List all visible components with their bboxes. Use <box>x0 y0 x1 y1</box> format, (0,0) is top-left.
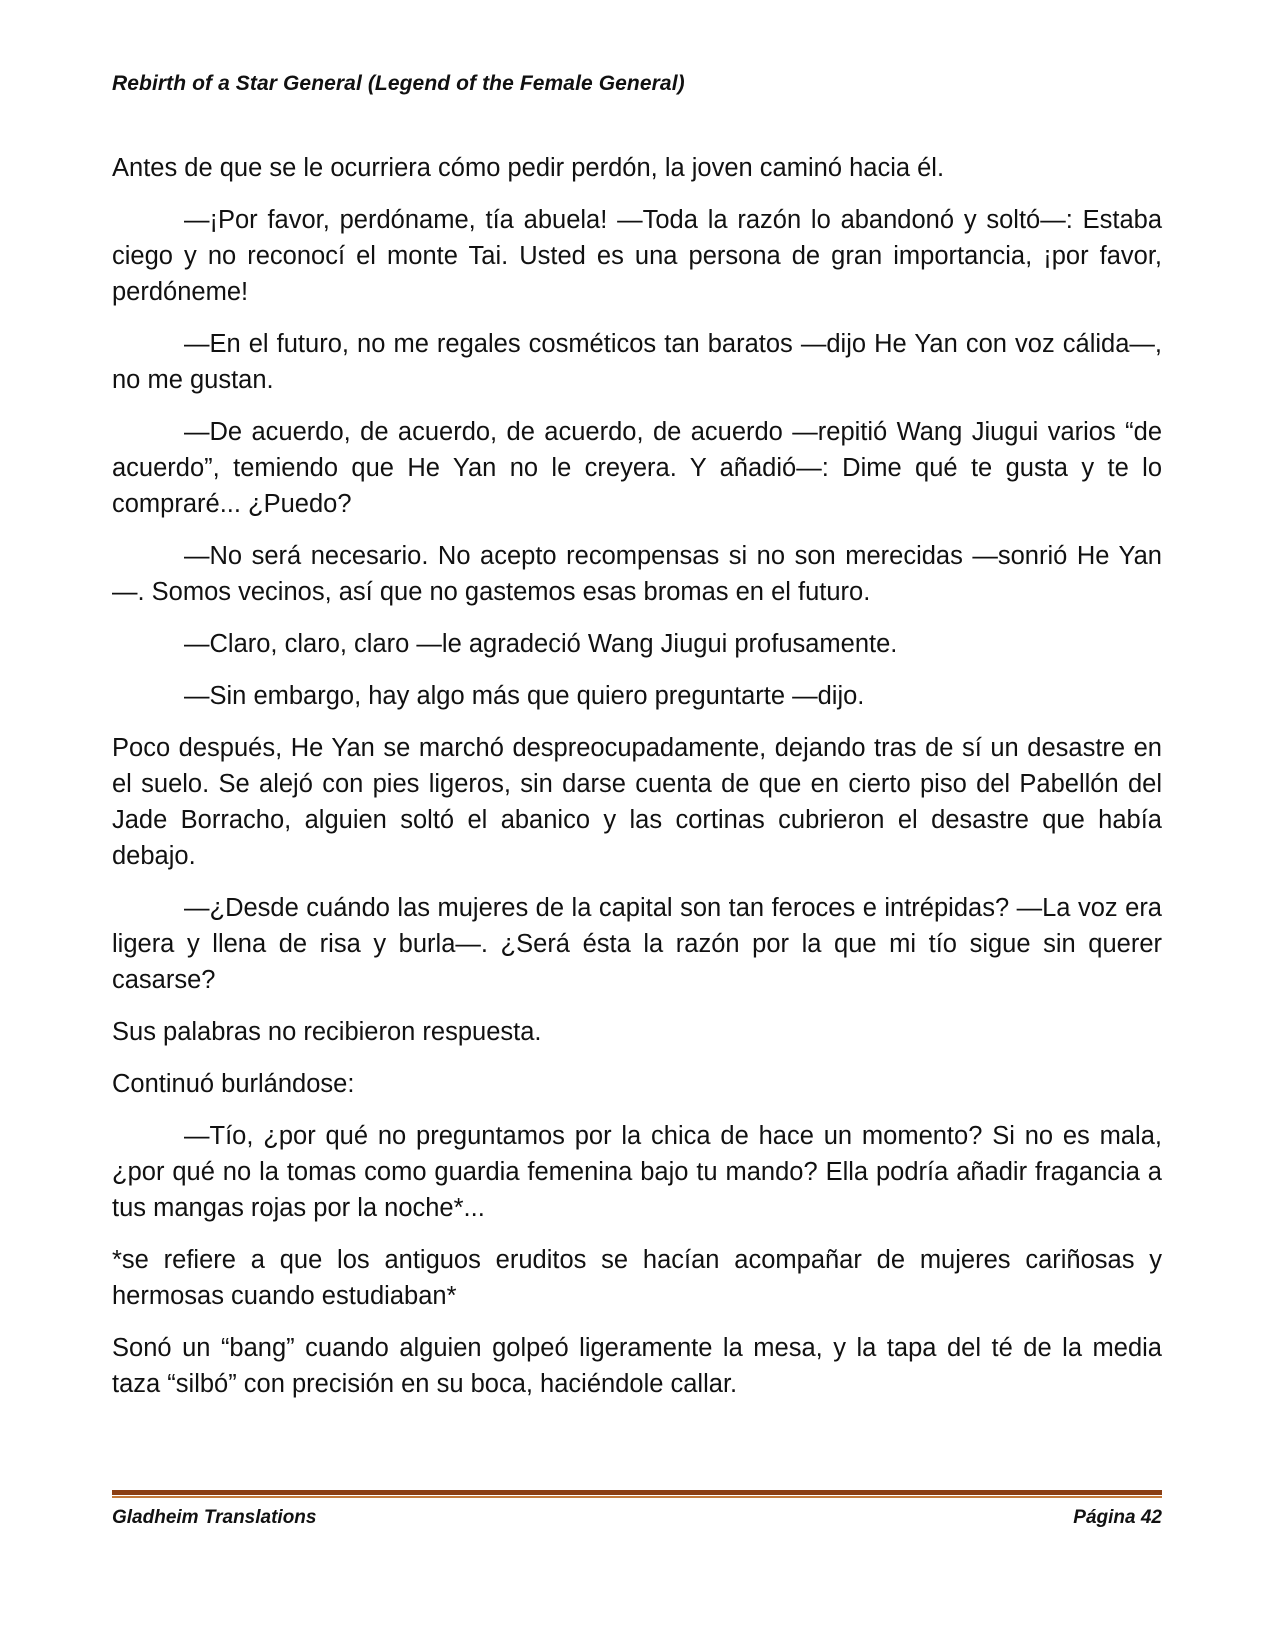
paragraph-10: Sus palabras no recibieron respuesta. <box>112 1018 542 1046</box>
paragraph-2: —¡Por favor, perdóname, tía abuela! —Toda la razón lo abandonó y soltó—: Estaba ciego y no reconocí el monte Tai. Usted es una persona de gran importancia, ¡por favor, perdóneme! <box>112 206 1162 306</box>
running-header: Rebirth of a Star General (Legend of the Female General) <box>112 72 685 95</box>
footer-publisher: Gladheim Translations <box>112 1507 317 1528</box>
footer-rule <box>112 1490 1162 1498</box>
paragraph-9: —¿Desde cuándo las mujeres de la capital son tan feroces e intrépidas? —La voz era ligera y llena de risa y burla—. ¿Será ésta la razón por la que mi tío sigue sin querer casarse? <box>112 894 1162 994</box>
footer-page-number: Página 42 <box>1073 1507 1162 1528</box>
paragraph-4: —De acuerdo, de acuerdo, de acuerdo, de acuerdo —repitió Wang Jiugui varios “de acuerdo”, temiendo que He Yan no le creyera. Y añadió—: Dime qué te gusta y te lo compraré... ¿Puedo? <box>112 418 1162 518</box>
paragraph-8: Poco después, He Yan se marchó despreocupadamente, dejando tras de sí un desastre en el suelo. Se alejó con pies ligeros, sin darse cuenta de que en cierto piso del Pabellón del Jade Borracho, alguien soltó el abanico y las cortinas cubrieron el desastre que había debajo. <box>112 734 1162 870</box>
paragraph-3: —En el futuro, no me regales cosméticos tan baratos —dijo He Yan con voz cálida—, no me gustan. <box>112 330 1162 394</box>
paragraph-12: —Tío, ¿por qué no preguntamos por la chica de hace un momento? Si no es mala, ¿por qué no la tomas como guardia femenina bajo tu mando? Ella podría añadir fragancia a tus mangas rojas por la noche*... <box>112 1122 1162 1222</box>
footnote-paragraph: *se refiere a que los antiguos eruditos se hacían acompañar de mujeres cariñosas y hermosas cuando estudiaban* <box>112 1246 1162 1310</box>
paragraph-11: Continuó burlándose: <box>112 1070 355 1098</box>
footer-rule-thick <box>112 1490 1162 1495</box>
footer-rule-thin <box>112 1496 1162 1498</box>
paragraph-1: Antes de que se le ocurriera cómo pedir perdón, la joven caminó hacia él. <box>112 154 945 182</box>
body-text <box>112 150 1162 1418</box>
paragraph-14: Sonó un “bang” cuando alguien golpeó ligeramente la mesa, y la tapa del té de la media taza “silbó” con precisión en su boca, haciéndole callar. <box>112 1334 1162 1398</box>
document-page <box>112 0 1162 1650</box>
paragraph-5: —No será necesario. No acepto recompensas si no son merecidas —sonrió He Yan—. Somos vecinos, así que no gastemos esas bromas en el futuro. <box>112 542 1162 606</box>
paragraph-7: —Sin embargo, hay algo más que quiero preguntarte —dijo. <box>184 682 865 710</box>
paragraph-6: —Claro, claro, claro —le agradeció Wang Jiugui profusamente. <box>184 630 898 658</box>
